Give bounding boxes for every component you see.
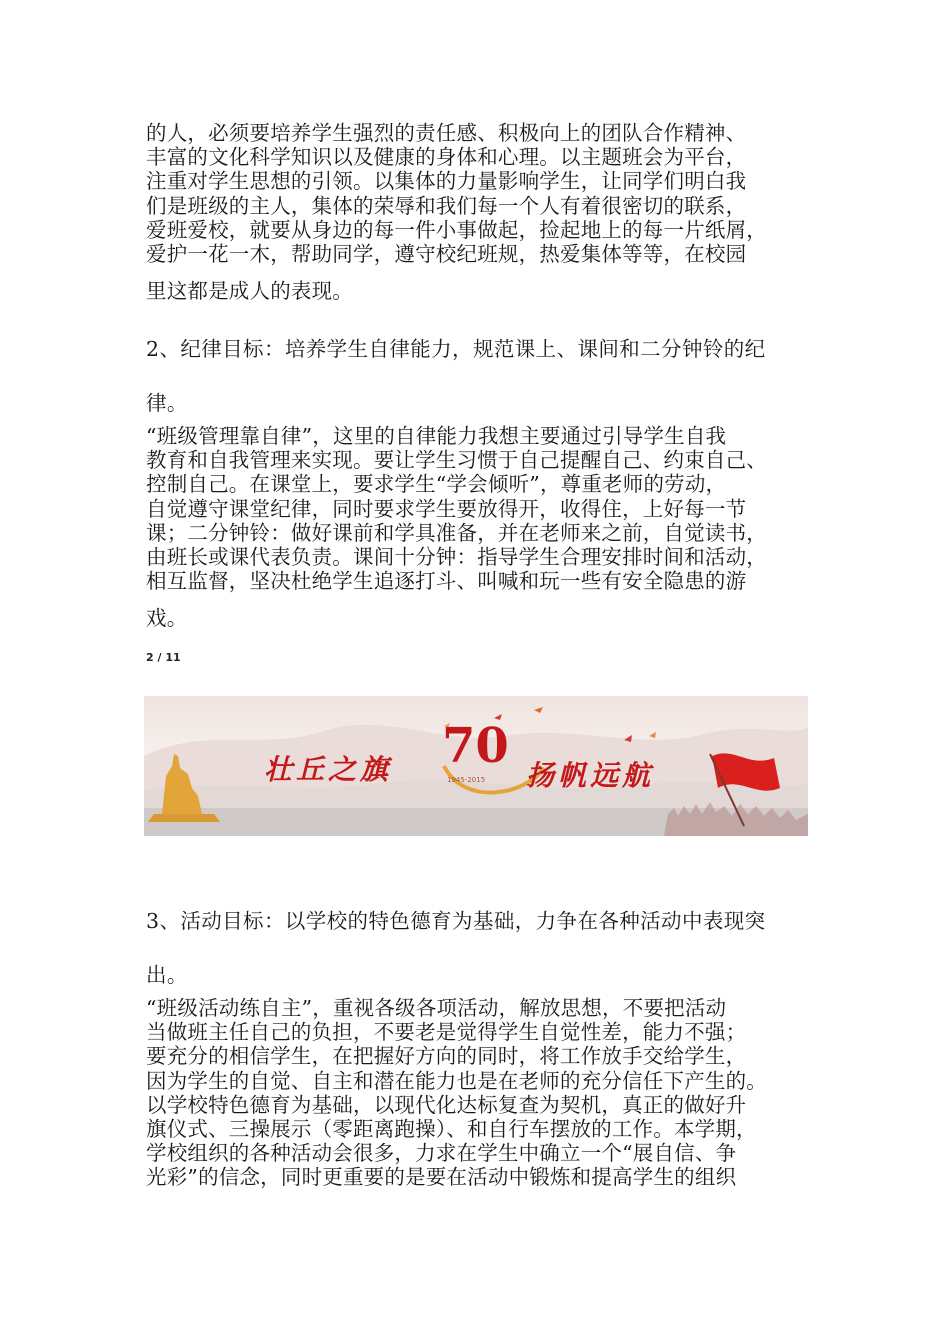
paragraph-activities xyxy=(146,996,808,1190)
banner-slogan-right: 扬帆远航 xyxy=(526,759,655,792)
page-number: 2 / 11 xyxy=(146,651,181,664)
banner-seventy: 70 xyxy=(442,718,509,774)
paragraph-self-discipline xyxy=(146,424,808,631)
heading-activity-goal xyxy=(146,909,808,987)
banner-years: 1945-2015 xyxy=(447,776,486,784)
paragraph-text: “班级活动练自主”，重视各级各项活动，解放思想，不要把活动 当做班主任自己的负担，不要老是觉得学生自觉性差，能力不强； 要充分的相信学生，在把握好方向的同时，将工作放手交给学生， 因为学生的自觉、自主和潜在能力也是在老师的充分信任下产生的。 以学校特色德育为基础，以现代化达标复查为契机，真正的做好升 旗仪式、三操展示（零距离跑操）、和自行车摆放的工作。本学期， 学校组织的各种活动会很多，力求在学生中确立一个“展自信、争 光彩”的信念，同时更重要的是要在活动中锻炼和提高学生的组织 xyxy=(146,996,767,1190)
heading-line: 2、纪律目标：培养学生自律能力，规范课上、课间和二分钟铃的纪 xyxy=(146,337,766,361)
heading-continuation: 律。 xyxy=(146,391,188,415)
paragraph-text: 的人，必须要培养学生强烈的责任感、积极向上的团队合作精神、 丰富的文化科学知识以及健康的身体和心理。以主题班会为平台， 注重对学生思想的引领。以集体的力量影响学生，让同学们明白我 们是班级的主人，集体的荣辱和我们每一个人有着很密切的联系， 爱班爱校，就要从身边的每一件小事做起，捡起地上的每一片纸屑， 爱护一花一木，帮助同学，遵守校纪班规，热爱集体等等，在校园 xyxy=(146,121,767,267)
paragraph-last-line: 里这都是成人的表现。 xyxy=(146,279,353,304)
paragraph-responsibility xyxy=(146,121,808,303)
paragraph-last-line: 戏。 xyxy=(146,606,188,631)
heading-continuation: 出。 xyxy=(146,963,188,987)
paragraph-text: “班级管理靠自律”，这里的自律能力我想主要通过引导学生自我 教育和自我管理来实现。要让学生习惯于自己提醒自己、约束自己、 控制自己。在课堂上，要求学生“学会倾听”，尊重老师的劳动， 自觉遵守课堂纪律，同时要求学生要放得开，收得住，上好每一节 课；二分钟铃：做好课前和学具准备，并在老师来之前，自觉读书， 由班长或课代表负责。课间十分钟：指导学生合理安排时间和活动， 相互监督，坚决杜绝学生追逐打斗、叫喊和玩一些有安全隐患的游 xyxy=(146,424,767,594)
dove-icon xyxy=(534,707,543,713)
heading-line: 3、活动目标：以学校的特色德育为基础，力争在各种活动中表现突 xyxy=(146,909,766,933)
banner-slogan-left: 壮丘之旗 xyxy=(264,753,393,786)
monument-base xyxy=(148,814,220,822)
dove-icon xyxy=(649,732,656,738)
heading-discipline-goal xyxy=(146,337,808,415)
anniversary-banner-image xyxy=(144,696,808,836)
